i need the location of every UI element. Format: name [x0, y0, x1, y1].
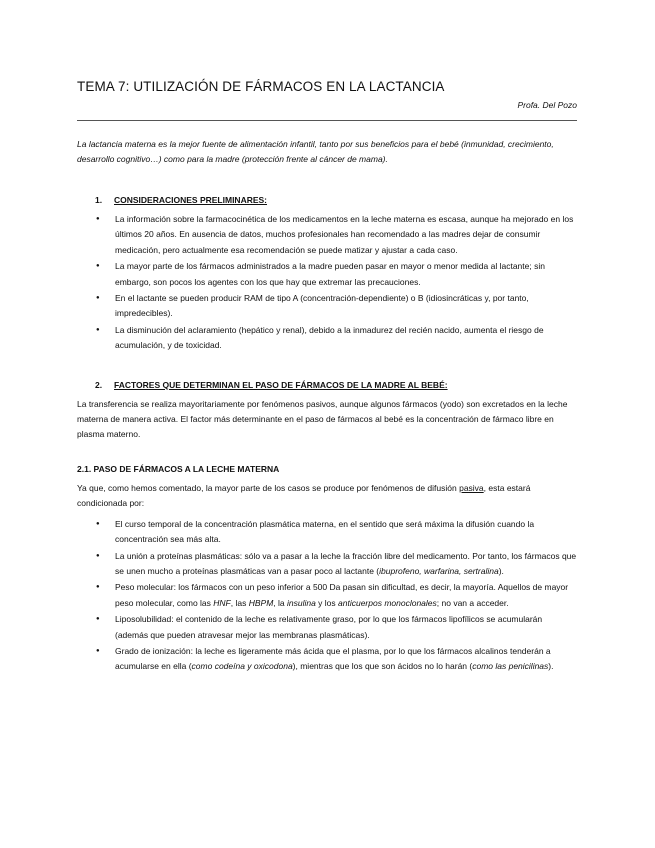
author-name: Profa. Del Pozo: [517, 100, 577, 110]
section-1: [77, 194, 577, 354]
section-2-paragraph: La transferencia se realiza mayoritariamente por fenómenos pasivos, aunque algunos fármacos (yodo) son excretados en la leche materna de manera activa. El factor más determinante en el paso de fármacos al bebé es la concentración de fármaco libre en plasma materno.: [77, 398, 568, 440]
list-item: ● La unión a proteínas plasmáticas: sólo va a pasar a la leche la fracción libre del medicamento. Por tanto, los fármacos que se unen mucho a proteínas plasmáticas van a pasar poco al lactante (ibuprofeno, warfarina, sertralina).: [77, 549, 577, 580]
list-item: ● Grado de ionización: la leche es ligeramente más ácida que el plasma, por lo que los fármacos alcalinos tenderán a acumularse en ella (como codeína y oxicodona), mientras que los que son ácidos no lo harán (como las penicilinas).: [77, 644, 577, 675]
list-item: ● El curso temporal de la concentración plasmática materna, en el sentido que será máxima la difusión cuando la concentración sea más alta.: [77, 517, 577, 548]
section-1-title: CONSIDERACIONES PRELIMINARES:: [114, 195, 268, 205]
document-content: [77, 78, 577, 676]
list-item: ● La información sobre la farmacocinética de los medicamentos en la leche materna es escasa, aunque ha mejorado en los últimos 20 años. En ausencia de datos, muchos profesionales han recomendado a las madres dejar de consumir medicación, pero actualmente esa recomendación se puede matizar y ajustar a cada caso.: [77, 212, 577, 258]
section-2-1: [77, 463, 577, 675]
section-1-heading: [77, 194, 577, 207]
section-2: [77, 379, 577, 443]
section-1-number: 1.: [95, 195, 103, 205]
section-2-1-title: 2.1. PASO DE FÁRMACOS A LA LECHE MATERNA: [77, 463, 280, 474]
section-2-1-list: [77, 517, 577, 675]
title-divider: [77, 120, 577, 121]
list-item: ● Peso molecular: los fármacos con un peso inferior a 500 Da pasan sin dificultad, es decir, la mayoría. Aquellos de mayor peso molecular, como las HNF, las HBPM, la insulina y los anticuerpos monoclonales; no van a acceder.: [77, 580, 577, 611]
list-item: ● Liposolubilidad: el contenido de la leche es relativamente graso, por lo que los fármacos lipofílicos se acumularán (además que pueden atravesar mejor las membranas plasmáticas).: [77, 612, 577, 643]
section-2-1-intro: Ya que, como hemos comentado, la mayor parte de los casos se produce por fenómenos de difusión pasiva, esta estará condicionada por:: [77, 482, 531, 509]
intro-paragraph: La lactancia materna es la mejor fuente de alimentación infantil, tanto por sus beneficios para el bebé (inmunidad, crecimiento, desarrollo cognitivo…) como para la madre (protección frente al cáncer de mama).: [77, 139, 554, 164]
section-2-title: FACTORES QUE DETERMINAN EL PASO DE FÁRMACOS DE LA MADRE AL BEBÉ:: [114, 379, 448, 390]
list-item: ● En el lactante se pueden producir RAM de tipo A (concentración-dependiente) o B (idiosincráticas y, por tanto, impredecibles).: [77, 291, 577, 322]
document-title: TEMA 7: UTILIZACIÓN DE FÁRMACOS EN LA LACTANCIA: [77, 79, 445, 94]
section-2-number: 2.: [95, 379, 103, 390]
list-item: ● La mayor parte de los fármacos administrados a la madre pueden pasar en mayor o menor medida al lactante; sin embargo, son pocos los agentes con los que hay que extremar las precauciones.: [77, 259, 577, 290]
section-1-list: [77, 212, 577, 354]
section-2-heading: [77, 379, 577, 392]
list-item: ● La disminución del aclaramiento (hepático y renal), debido a la inmadurez del recién nacido, aumenta el riesgo de acumulación, y de toxicidad.: [77, 323, 577, 354]
